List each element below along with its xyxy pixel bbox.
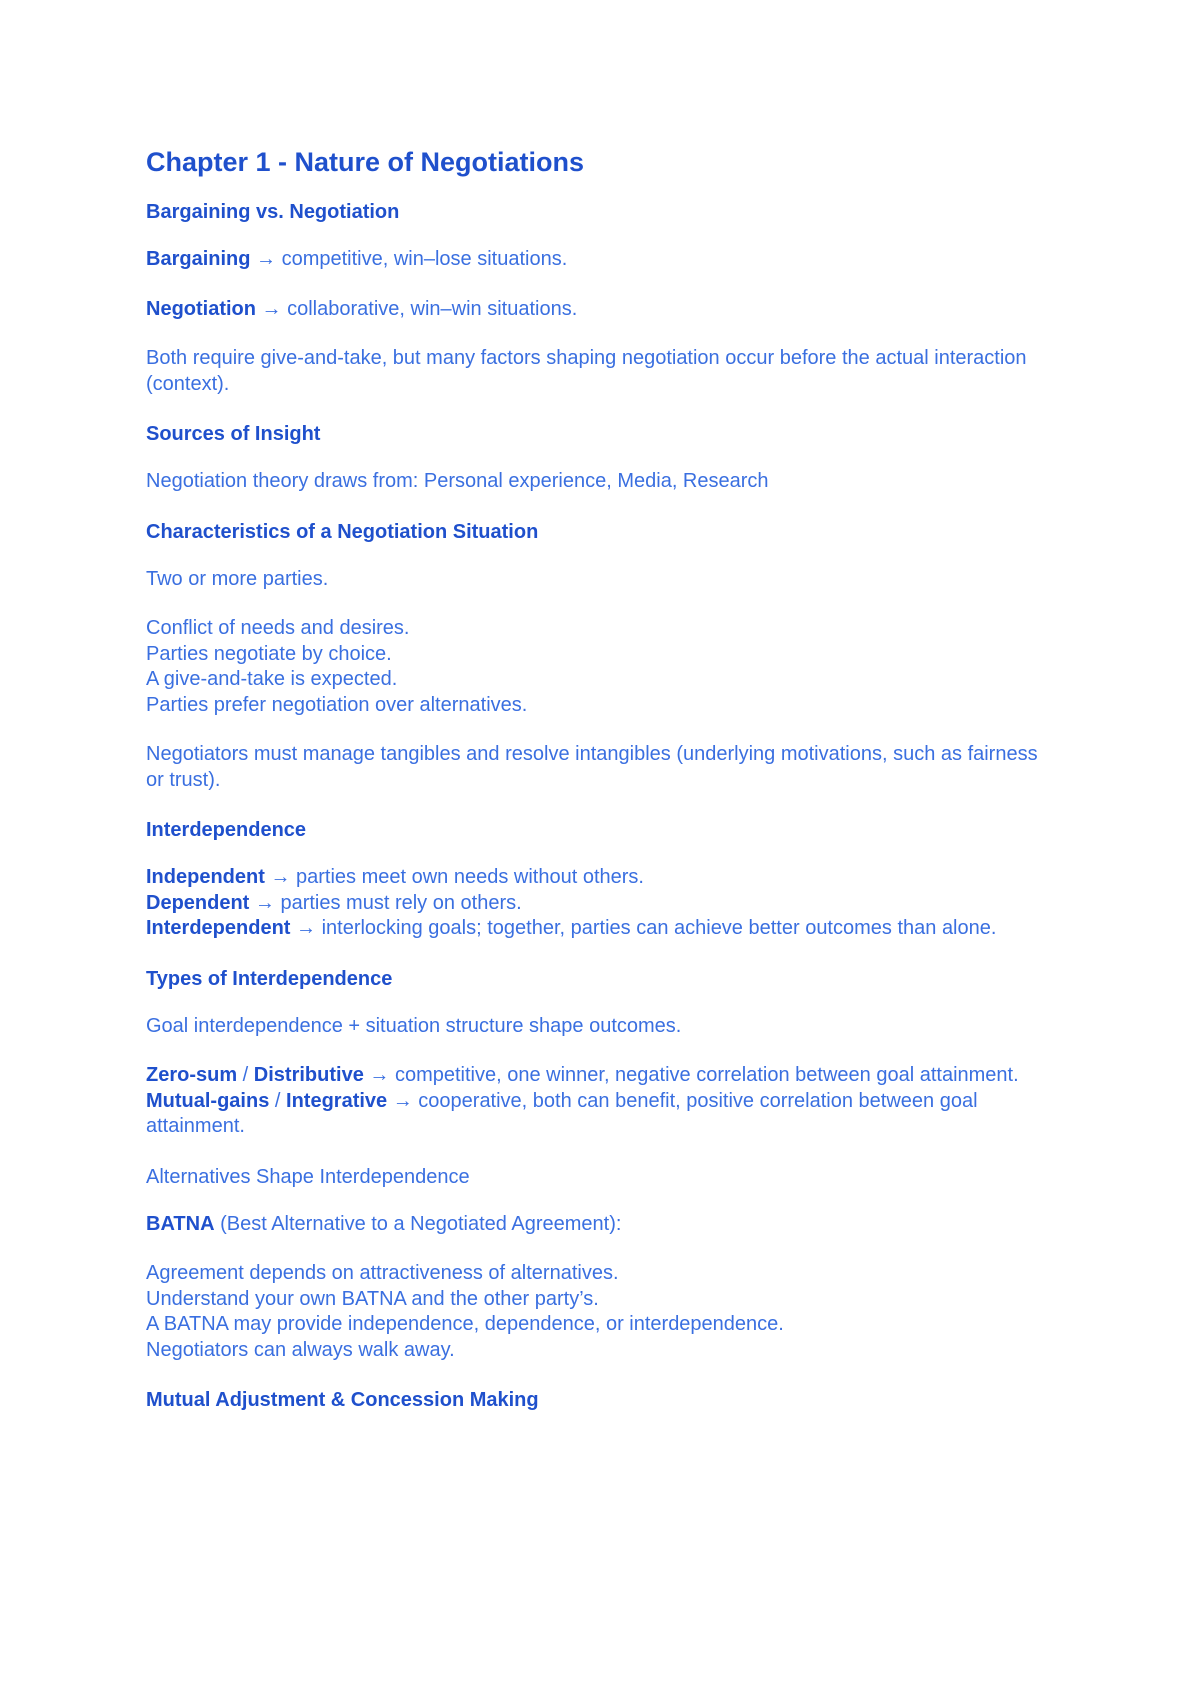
interdependence-types xyxy=(146,1063,1050,1140)
independent-term: Independent xyxy=(146,866,265,888)
batna-description: (Best Alternative to a Negotiated Agreement): xyxy=(214,1212,622,1235)
independent-description: → parties meet own needs without others. xyxy=(264,866,644,888)
negotiation-definition xyxy=(146,297,1050,323)
interdependent-description: → interlocking goals; together, parties can achieve better outcomes than alone. xyxy=(290,917,997,939)
batna-list xyxy=(146,1261,1050,1363)
independent-definition xyxy=(146,865,1050,891)
list-item: A give-and-take is expected. xyxy=(146,668,398,690)
bargaining-term: Bargaining xyxy=(146,248,251,270)
integrative-term: Integrative xyxy=(286,1089,388,1112)
batna-definition xyxy=(146,1212,1050,1238)
section-heading-alternatives: Alternatives Shape Interdependence xyxy=(146,1165,470,1188)
mutual-gains-definition xyxy=(146,1089,1050,1140)
zero-sum-definition xyxy=(146,1063,1050,1089)
section-heading-sources-of-insight: Sources of Insight xyxy=(146,423,321,445)
interdependent-definition xyxy=(146,916,1050,942)
negotiation-description: → collaborative, win–win situations. xyxy=(256,297,578,320)
negotiation-term: Negotiation xyxy=(146,297,256,320)
list-item: Agreement depends on attractiveness of alternatives. xyxy=(146,1262,619,1284)
mutual-gains-term: Mutual-gains xyxy=(146,1089,270,1112)
goal-interdependence-paragraph: Goal interdependence + situation structure shape outcomes. xyxy=(146,1014,682,1037)
zero-sum-term: Zero-sum xyxy=(146,1064,238,1086)
dependent-term: Dependent xyxy=(146,891,250,914)
batna-term: BATNA xyxy=(146,1212,215,1235)
section-heading-types-of-interdependence: Types of Interdependence xyxy=(146,967,393,990)
sources-paragraph: Negotiation theory draws from: Personal experience, Media, Research xyxy=(146,470,769,492)
characteristics-first-line: Two or more parties. xyxy=(146,567,329,590)
list-item: Parties negotiate by choice. xyxy=(146,642,392,665)
dependent-description: → parties must rely on others. xyxy=(249,891,522,914)
context-paragraph: Both require give-and-take, but many factors shaping negotiation occur before the actual interaction (context). xyxy=(146,347,1027,395)
tangibles-paragraph: Negotiators must manage tangibles and resolve intangibles (underlying motivations, such as fairness or trust). xyxy=(146,743,1038,791)
separator: / xyxy=(269,1089,287,1112)
section-heading-interdependence: Interdependence xyxy=(146,819,307,841)
bargaining-definition xyxy=(146,247,1050,273)
interdependence-definitions xyxy=(146,865,1050,942)
zero-sum-description: → competitive, one winner, negative correlation between goal attainment. xyxy=(363,1064,1019,1086)
dependent-definition xyxy=(146,891,1050,917)
list-item: A BATNA may provide independence, dependence, or interdependence. xyxy=(146,1313,784,1335)
separator: / xyxy=(237,1064,254,1086)
page-title: Chapter 1 - Nature of Negotiations xyxy=(146,147,585,177)
mutual-gains-description: → cooperative, both can benefit, positive correlation between goal attainment. xyxy=(146,1089,978,1137)
list-item: Parties prefer negotiation over alternatives. xyxy=(146,693,528,716)
list-item: Conflict of needs and desires. xyxy=(146,617,410,639)
section-heading-bargaining-vs-negotiation: Bargaining vs. Negotiation xyxy=(146,201,400,223)
list-item: Negotiators can always walk away. xyxy=(146,1338,455,1361)
section-heading-mutual-adjustment: Mutual Adjustment & Concession Making xyxy=(146,1389,539,1411)
distributive-term: Distributive xyxy=(253,1064,364,1086)
interdependent-term: Interdependent xyxy=(146,917,291,939)
bargaining-description: → competitive, win–lose situations. xyxy=(250,248,568,270)
list-item: Understand your own BATNA and the other party’s. xyxy=(146,1287,599,1310)
section-heading-characteristics: Characteristics of a Negotiation Situation xyxy=(146,520,539,543)
characteristics-list xyxy=(146,616,1050,718)
